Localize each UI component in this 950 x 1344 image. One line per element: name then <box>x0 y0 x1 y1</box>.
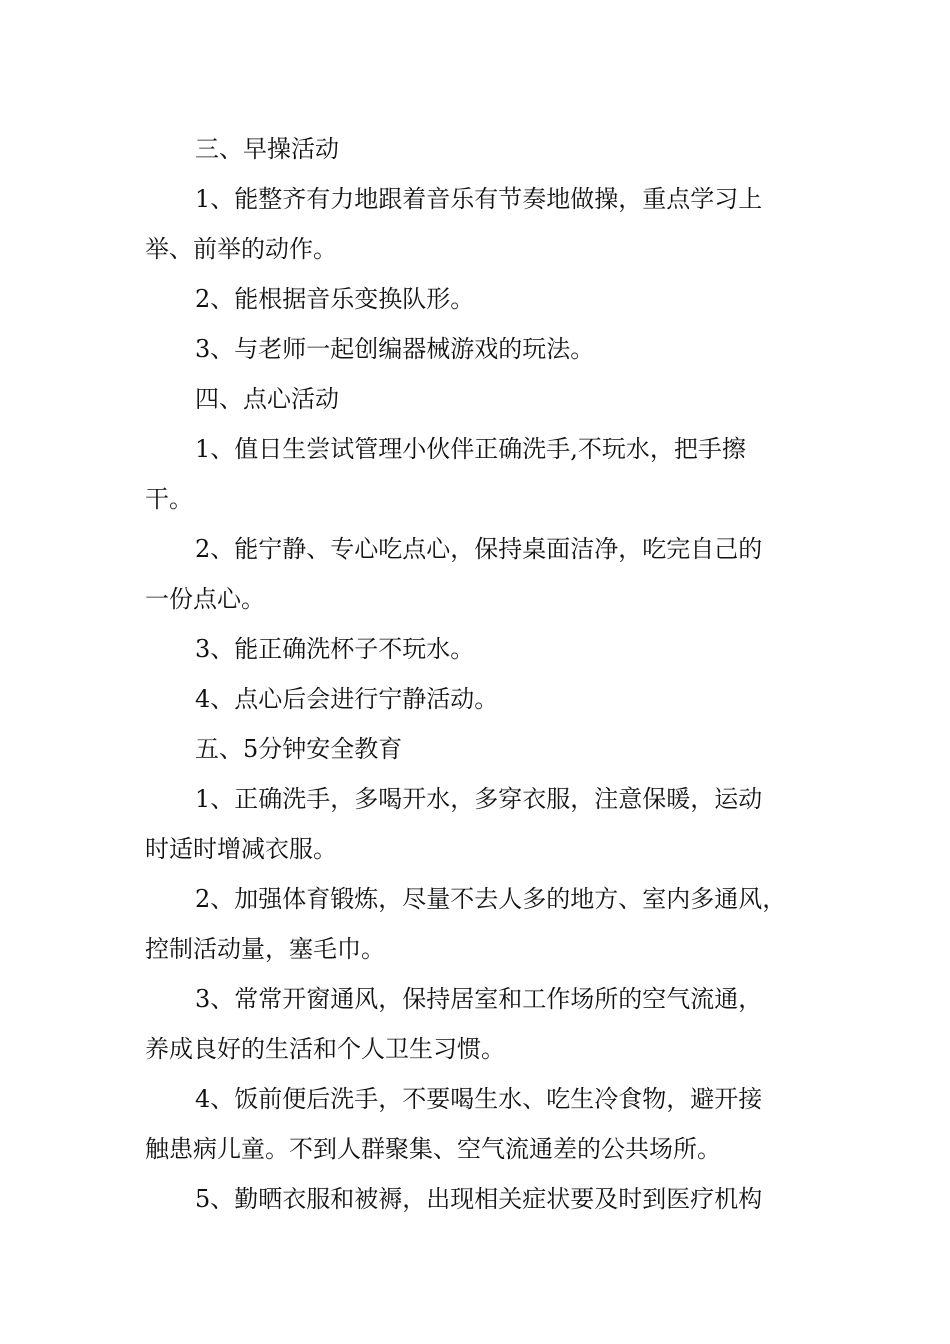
paragraph-line: 举、前举的动作。 <box>145 235 337 263</box>
paragraph-line: 2、能根据音乐变换队形。 <box>195 285 475 313</box>
paragraph-line: 1、值日生尝试管理小伙伴正确洗手,不玩水，把手擦 <box>195 435 746 463</box>
section-heading-safety-education: 五、5分钟安全教育 <box>195 735 403 763</box>
paragraph-line: 3、与老师一起创编器械游戏的玩法。 <box>195 335 595 363</box>
paragraph-line: 5、勤晒衣服和被褥，出现相关症状要及时到医疗机构 <box>195 1185 763 1213</box>
paragraph-line: 4、点心后会进行宁静活动。 <box>195 685 499 713</box>
paragraph-line: 养成良好的生活和个人卫生习惯。 <box>145 1035 505 1063</box>
paragraph-line: 触患病儿童。不到人群聚集、空气流通差的公共场所。 <box>145 1135 721 1163</box>
document-body <box>145 124 815 1224</box>
paragraph-line: 3、能正确洗杯子不玩水。 <box>195 635 475 663</box>
paragraph-line: 2、能宁静、专心吃点心，保持桌面洁净，吃完自己的 <box>195 535 763 563</box>
paragraph-line: 1、正确洗手，多喝开水，多穿衣服，注意保暖，运动 <box>195 785 763 813</box>
paragraph-line: 一份点心。 <box>145 585 265 613</box>
paragraph-line: 控制活动量，塞毛巾。 <box>145 935 385 963</box>
section-heading-early-exercise: 三、早操活动 <box>195 135 339 163</box>
paragraph-line: 3、常常开窗通风，保持居室和工作场所的空气流通， <box>195 985 763 1013</box>
paragraph-line: 4、饭前便后洗手，不要喝生水、吃生冷食物，避开接 <box>195 1085 763 1113</box>
paragraph-line: 时适时增减衣服。 <box>145 835 337 863</box>
section-heading-snack: 四、点心活动 <box>195 385 339 413</box>
paragraph-line: 干。 <box>145 485 193 513</box>
paragraph-line: 1、能整齐有力地跟着音乐有节奏地做操，重点学习上 <box>195 185 763 213</box>
paragraph-line: 2、加强体育锻炼，尽量不去人多的地方、室内多通风， <box>195 885 787 913</box>
